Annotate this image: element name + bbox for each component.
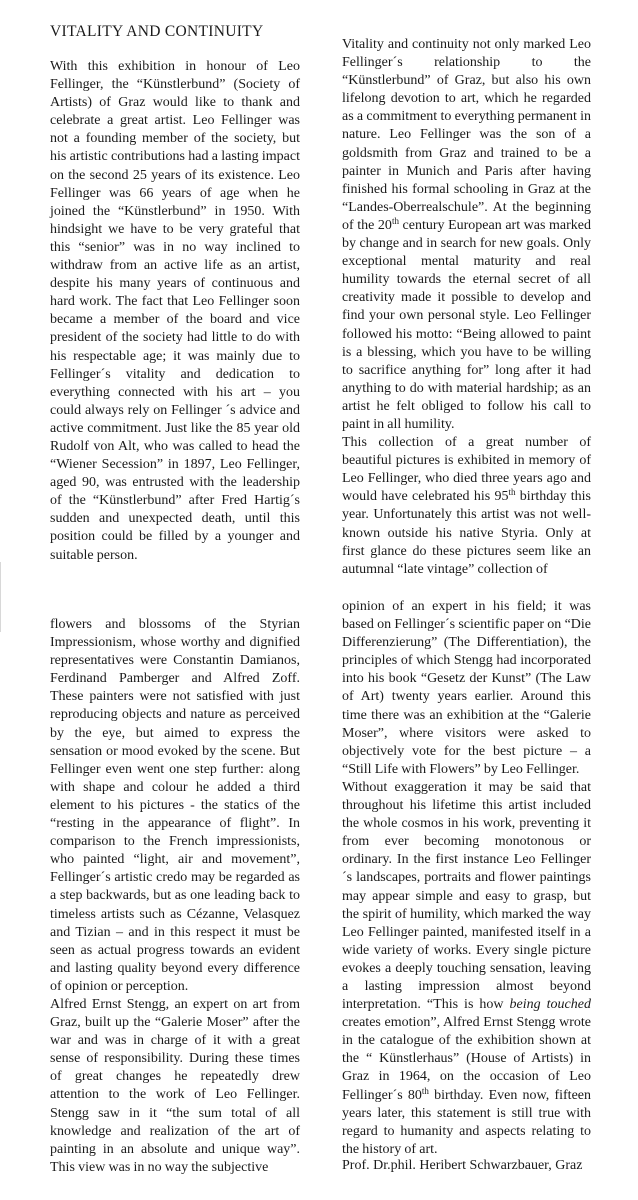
ordinal-suffix: th	[391, 215, 399, 226]
page-margin-line	[0, 562, 1, 632]
paragraph	[342, 36, 591, 434]
paragraph: opinion of an expert in his field; it was based on Fellinger´s scientific paper on “Die Differenzierung” (The Differentiation), the principles of which Stengg had incorporated into his book “Gesetz der Kunst” (The Law of Art) twenty years earlier. Around this time there was an exhibition at the “Galerie Moser”, where visitors were asked to objectively vote for the best picture – a “Still Life with Flowers” by Leo Fellinger.	[342, 599, 591, 777]
column-2	[342, 36, 591, 579]
paragraph: With this exhibition in honour of Leo Fellinger, the “Künstlerbund” (Society of Artists) of Graz would like to thank and celebrate a great artist. Leo Fellinger was not a founding member of the society, but his artistic contributions had a lasting impact on the second 25 years of its existence. Leo Fellinger was 66 years of age when he joined the “Künstlerbund” in 1950. With hindsight we have to be very grateful that this “senior” was in no way inclined to withdraw from an active life as an artist, despite his many years of continuous and hard work. The fact that Leo Fellinger soon became a member of the board and vice president of the society had little to do with his respectable age; it was mainly due to Fellinger´s vitality and dedication to everything connected with his art – you could always rely on Fellinger ´s advice and active commitment. Just like the 85 year old Rudolf von Alt, who was called to head the “Wiener Secession” in 1897, Leo Fellinger, aged 90, was entrusted with the leadership of the “Künstlerbund” after Fred Hartig´s sudden and unexpected death, until this position could be filled by a younger and suitable person.	[50, 59, 300, 563]
text-run: creates emotion”, Alfred Ernst Stengg wrote in the catalogue of the exhibition shown at the “ Künstlerhaus” (House of Artists) in Graz in 1964, on the occasion of Leo Fellinger´s 80	[342, 1015, 591, 1103]
ordinal-suffix: th	[508, 487, 516, 498]
text-run: Vitality and continuity not only marked Leo Fellinger´s relationship to the “Künstlerbund” of Graz, but also his own lifelong devotion to art, which he regarded as a commitment to everything permanent in nature. Leo Fellinger was the son of a goldsmith from Graz and trained to be a painter in Munich and Paris after having finished his formal schooling in Graz at the “Landes-Oberrealschule”. At the beginning of the 20	[342, 37, 591, 233]
paragraph: flowers and blossoms of the Styrian Impressionism, whose worthy and dignified representatives were Constantin Damianos, Ferdinand Pamberger and Alfred Zoff. These painters were not satisfied with just reproducing objects and nature as perceived by the eye, but aimed to express the sensation or mood evoked by the scene. But Fellinger even went one step further: along with shape and colour he added a third element to his pictures - the statics of the “resting in the appearance of flight”. In comparison to the French impressionists, who painted “light, air and movement”, Fellinger´s artistic credo may be regarded as a step backwards, but as one leading back to timeless artists such as Cézanne, Velasquez and Tizian – and in this respect it must be seen as actual progress towards an evident and lasting quality beyond every difference of opinion or perception.	[50, 617, 300, 994]
text-run: birthday this year. Unfortunately this artist was not well-known outside his native Styria. Only at first glance do these pictures seem like an autumnal “late vintage” collection of	[342, 489, 591, 577]
paragraph	[342, 434, 591, 579]
column-4	[342, 598, 591, 1159]
text-run: This collection of a great number of beautiful pictures is exhibited in memory of Leo Fellinger, who died three years ago and would have celebrated his 95	[342, 435, 591, 505]
column-3	[50, 616, 300, 1177]
emphasis: being touched	[509, 997, 591, 1013]
article-title: VITALITY AND CONTINUITY	[50, 23, 264, 40]
text-run: century European art was marked by change and in search for new goals. Only exceptional mental maturity and real humility towards the eternal secret of all creativity made it possible to develop and find your own personal style. Leo Fellinger followed his motto: “Being allowed to paint is a blessing, which you have to be willing to sacrifice anything for” long after it had anything to do with material hardship; as an artist he felt obliged to follow his call to paint in all humility.	[342, 217, 592, 432]
author-signature: Prof. Dr.phil. Heribert Schwarzbauer, Graz	[342, 1158, 583, 1173]
ordinal-suffix: th	[421, 1085, 429, 1096]
text-run: birthday. Even now, fifteen years later, this statement is still true with regard to humanity and aspects relating to the history of art.	[342, 1087, 591, 1157]
paragraph	[342, 779, 591, 1159]
column-1	[50, 58, 300, 565]
text-run: Without exaggeration it may be said that throughout his lifetime this artist included the whole cosmos in his work, preventing it from ever becoming monotonous or ordinary. In the first instance Leo Fellinger ´s landscapes, portraits and flower paintings may appear simple and easy to grasp, but the spirit of humility, which marked the way Leo Fellinger painted, manifested itself in a wide variety of works. Every single picture evokes a deeply touching sensation, leaving a lasting impression almost beyond interpretation. “This is how	[342, 779, 591, 1013]
paragraph: Alfred Ernst Stengg, an expert on art from Graz, built up the “Galerie Moser” after the war and was in charge of it with a great sense of responsibility. During these times of great changes he repeatedly drew attention to the work of Leo Fellinger. Stengg saw in it “the sum total of all knowledge and realization of the art of painting in an absolute and unique way”. This view was in no way the subjective	[50, 996, 300, 1175]
